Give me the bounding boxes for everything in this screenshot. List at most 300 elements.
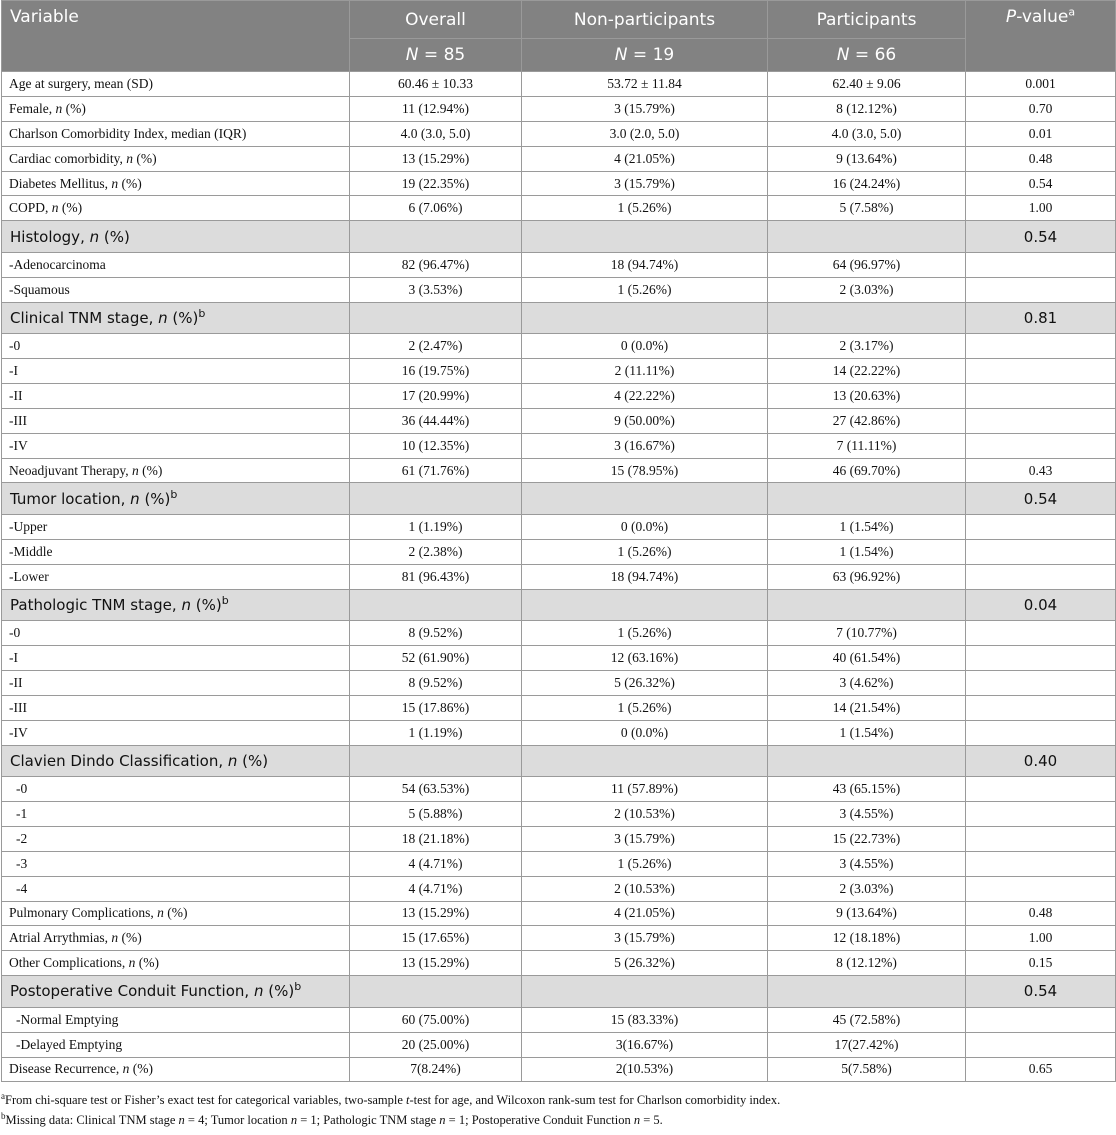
cell-overall: 15 (17.86%)	[350, 695, 522, 720]
row-label-n: n	[157, 905, 164, 921]
table-row	[2, 121, 1116, 146]
row-label-n: n	[181, 595, 191, 614]
table-row	[2, 539, 1116, 564]
cell-nonparticipants: 1 (5.26%)	[522, 621, 768, 646]
cell-nonparticipants	[522, 745, 768, 777]
row-label: -II	[2, 670, 350, 695]
cell-pvalue: 0.40	[966, 745, 1116, 777]
row-label-unit: (%)	[190, 595, 222, 614]
row-label	[2, 483, 350, 515]
cell-participants: 2 (3.03%)	[768, 876, 966, 901]
footnote-b-n: n	[439, 1113, 446, 1128]
cell-overall: 3 (3.53%)	[350, 277, 522, 302]
row-label-text: COPD,	[9, 200, 52, 216]
row-label-unit: (%)	[167, 308, 199, 327]
row-label: -3	[2, 851, 350, 876]
n-value: = 19	[632, 45, 675, 65]
row-label	[2, 458, 350, 483]
row-label	[2, 951, 350, 976]
cell-pvalue	[966, 777, 1116, 802]
row-label: -4	[2, 876, 350, 901]
cell-participants: 45 (72.58%)	[768, 1007, 966, 1032]
cell-participants	[768, 745, 966, 777]
row-label-unit: (%)	[132, 150, 157, 166]
cell-pvalue: 1.00	[966, 926, 1116, 951]
cell-participants: 64 (96.97%)	[768, 252, 966, 277]
table-row	[2, 408, 1116, 433]
row-label-text: Neoadjuvant Therapy,	[9, 462, 132, 478]
cell-participants: 8 (12.12%)	[768, 951, 966, 976]
cell-pvalue	[966, 876, 1116, 901]
cell-overall	[350, 745, 522, 777]
cell-participants: 12 (18.18%)	[768, 926, 966, 951]
cell-participants: 3 (4.55%)	[768, 801, 966, 826]
row-label	[2, 96, 350, 121]
cell-pvalue	[966, 1032, 1116, 1057]
footnotes	[0, 1090, 1116, 1130]
table-row	[2, 826, 1116, 851]
cell-pvalue	[966, 252, 1116, 277]
row-label: -Normal Emptying	[2, 1007, 350, 1032]
row-label: -Upper	[2, 514, 350, 539]
section-row	[2, 589, 1116, 621]
row-label	[2, 302, 350, 334]
row-label-footnote-marker: b	[198, 306, 206, 320]
row-label	[2, 221, 350, 253]
row-label: -I	[2, 359, 350, 384]
row-label: -0	[2, 334, 350, 359]
table-row	[2, 359, 1116, 384]
table-row	[2, 334, 1116, 359]
cell-pvalue	[966, 514, 1116, 539]
row-label: -III	[2, 408, 350, 433]
footnote-b-text2: = 4; Tumor location	[184, 1113, 291, 1128]
cell-nonparticipants: 5 (26.32%)	[522, 951, 768, 976]
row-label-n: n	[128, 955, 136, 971]
cell-overall: 18 (21.18%)	[350, 826, 522, 851]
row-label-text: Female,	[9, 100, 56, 116]
cell-pvalue	[966, 621, 1116, 646]
row-label	[2, 1057, 350, 1082]
row-label-unit: (%)	[135, 955, 159, 971]
header-nonparticipants: Non-participants	[522, 1, 768, 39]
cell-pvalue: 0.001	[966, 72, 1116, 97]
row-label-n: n	[131, 462, 139, 478]
header-variable: Variable	[2, 1, 350, 72]
footnote-b	[1, 1110, 1116, 1130]
row-label-n: n	[126, 150, 133, 166]
footnote-b-n: n	[178, 1113, 185, 1128]
cell-participants	[768, 589, 966, 621]
footnote-a-text2: -test for age, and Wilcoxon rank-sum test for Charlson comorbidity index.	[409, 1093, 781, 1108]
row-label-text: Clinical TNM stage,	[10, 308, 159, 327]
table-row	[2, 514, 1116, 539]
footnote-b-text4: = 1; Postoperative Conduit Function	[445, 1113, 634, 1128]
cell-overall: 54 (63.53%)	[350, 777, 522, 802]
row-label: -Delayed Emptying	[2, 1032, 350, 1057]
demographics-table	[1, 0, 1116, 1082]
row-label-unit: (%)	[237, 751, 269, 770]
row-label-footnote-marker: b	[294, 980, 302, 994]
cell-pvalue: 0.01	[966, 121, 1116, 146]
row-label	[2, 745, 350, 777]
row-label-unit: (%)	[139, 489, 171, 508]
row-label-n: n	[122, 1061, 130, 1077]
footnote-b-text1: Missing data: Clinical TNM stage	[5, 1113, 179, 1128]
cell-pvalue	[966, 1007, 1116, 1032]
row-label-n: n	[55, 100, 63, 116]
cell-nonparticipants: 3 (15.79%)	[522, 171, 768, 196]
section-row	[2, 302, 1116, 334]
row-label	[2, 146, 350, 171]
row-label-text: Pulmonary Complications,	[9, 905, 158, 921]
cell-nonparticipants: 15 (78.95%)	[522, 458, 768, 483]
n-symbol: N	[614, 45, 628, 65]
cell-pvalue	[966, 359, 1116, 384]
cell-overall: 52 (61.90%)	[350, 646, 522, 671]
cell-pvalue	[966, 564, 1116, 589]
cell-participants: 2 (3.17%)	[768, 334, 966, 359]
cell-participants: 3 (4.62%)	[768, 670, 966, 695]
cell-participants	[768, 302, 966, 334]
table-row	[2, 252, 1116, 277]
cell-participants: 14 (22.22%)	[768, 359, 966, 384]
cell-pvalue: 0.43	[966, 458, 1116, 483]
row-label: -Middle	[2, 539, 350, 564]
table-row	[2, 564, 1116, 589]
cell-overall: 13 (15.29%)	[350, 901, 522, 926]
row-label-footnote-marker: b	[221, 593, 229, 607]
row-label-text: Clavien Dindo Classification,	[10, 751, 228, 770]
row-label-unit: (%)	[163, 905, 188, 921]
cell-nonparticipants: 2 (10.53%)	[522, 876, 768, 901]
cell-nonparticipants	[522, 976, 768, 1008]
n-symbol: N	[836, 45, 850, 65]
pvalue-p: P	[1005, 7, 1017, 27]
cell-nonparticipants: 3 (16.67%)	[522, 433, 768, 458]
row-label-n: n	[89, 227, 100, 246]
section-row	[2, 976, 1116, 1008]
cell-nonparticipants: 18 (94.74%)	[522, 252, 768, 277]
cell-nonparticipants: 3.0 (2.0, 5.0)	[522, 121, 768, 146]
row-label-text: Cardiac comorbidity,	[9, 150, 127, 166]
footnote-b-text3: = 1; Pathologic TNM stage	[297, 1113, 440, 1128]
table-row	[2, 901, 1116, 926]
cell-participants: 14 (21.54%)	[768, 695, 966, 720]
cell-overall: 11 (12.94%)	[350, 96, 522, 121]
cell-nonparticipants: 12 (63.16%)	[522, 646, 768, 671]
row-label-n: n	[111, 930, 119, 946]
row-label-unit: (%)	[58, 200, 83, 216]
row-label: -Squamous	[2, 277, 350, 302]
table-row	[2, 96, 1116, 121]
table-row	[2, 670, 1116, 695]
cell-nonparticipants: 18 (94.74%)	[522, 564, 768, 589]
row-label	[2, 926, 350, 951]
cell-overall: 4 (4.71%)	[350, 876, 522, 901]
cell-participants: 1 (1.54%)	[768, 514, 966, 539]
cell-overall: 6 (7.06%)	[350, 196, 522, 221]
cell-nonparticipants: 4 (21.05%)	[522, 146, 768, 171]
cell-participants: 7 (11.11%)	[768, 433, 966, 458]
table-row	[2, 951, 1116, 976]
cell-pvalue	[966, 334, 1116, 359]
table-row	[2, 777, 1116, 802]
cell-nonparticipants: 11 (57.89%)	[522, 777, 768, 802]
cell-pvalue	[966, 646, 1116, 671]
cell-participants: 2 (3.03%)	[768, 277, 966, 302]
cell-overall: 1 (1.19%)	[350, 514, 522, 539]
row-label: -2	[2, 826, 350, 851]
cell-overall: 82 (96.47%)	[350, 252, 522, 277]
cell-nonparticipants: 1 (5.26%)	[522, 539, 768, 564]
cell-participants: 62.40 ± 9.06	[768, 72, 966, 97]
cell-nonparticipants: 4 (22.22%)	[522, 383, 768, 408]
cell-pvalue: 0.48	[966, 901, 1116, 926]
cell-participants: 7 (10.77%)	[768, 621, 966, 646]
section-row	[2, 221, 1116, 253]
table-row	[2, 646, 1116, 671]
cell-overall	[350, 976, 522, 1008]
cell-nonparticipants: 1 (5.26%)	[522, 277, 768, 302]
cell-overall: 36 (44.44%)	[350, 408, 522, 433]
cell-overall: 60.46 ± 10.33	[350, 72, 522, 97]
cell-overall: 13 (15.29%)	[350, 146, 522, 171]
cell-pvalue: 0.65	[966, 1057, 1116, 1082]
cell-pvalue: 0.04	[966, 589, 1116, 621]
n-participants	[768, 39, 966, 72]
cell-nonparticipants: 3 (15.79%)	[522, 926, 768, 951]
cell-overall	[350, 589, 522, 621]
cell-pvalue	[966, 408, 1116, 433]
cell-participants: 3 (4.55%)	[768, 851, 966, 876]
row-label: Charlson Comorbidity Index, median (IQR)	[2, 121, 350, 146]
cell-overall: 8 (9.52%)	[350, 670, 522, 695]
cell-pvalue	[966, 383, 1116, 408]
cell-nonparticipants: 2 (11.11%)	[522, 359, 768, 384]
row-label: -0	[2, 777, 350, 802]
header-overall: Overall	[350, 1, 522, 39]
cell-nonparticipants: 3(16.67%)	[522, 1032, 768, 1057]
row-label-n: n	[227, 751, 238, 770]
table-row	[2, 876, 1116, 901]
row-label-n: n	[130, 489, 140, 508]
footnote-a-t: t	[406, 1093, 410, 1108]
cell-nonparticipants: 9 (50.00%)	[522, 408, 768, 433]
cell-pvalue: 0.15	[966, 951, 1116, 976]
cell-overall: 61 (71.76%)	[350, 458, 522, 483]
table-row	[2, 851, 1116, 876]
cell-participants: 15 (22.73%)	[768, 826, 966, 851]
table-row	[2, 196, 1116, 221]
cell-overall: 7(8.24%)	[350, 1057, 522, 1082]
table-row	[2, 1057, 1116, 1082]
cell-pvalue	[966, 826, 1116, 851]
footnote-b-text5: = 5.	[640, 1113, 663, 1128]
cell-participants: 13 (20.63%)	[768, 383, 966, 408]
footnote-b-n: n	[633, 1113, 641, 1128]
cell-participants: 43 (65.15%)	[768, 777, 966, 802]
footnote-a	[1, 1090, 1116, 1110]
row-label: -Lower	[2, 564, 350, 589]
cell-pvalue	[966, 670, 1116, 695]
cell-pvalue: 0.54	[966, 483, 1116, 515]
cell-participants	[768, 221, 966, 253]
row-label	[2, 976, 350, 1008]
cell-participants: 40 (61.54%)	[768, 646, 966, 671]
cell-nonparticipants: 3 (15.79%)	[522, 96, 768, 121]
row-label: -0	[2, 621, 350, 646]
table-row	[2, 1007, 1116, 1032]
row-label	[2, 589, 350, 621]
row-label-text: Diabetes Mellitus,	[9, 175, 112, 191]
cell-overall: 60 (75.00%)	[350, 1007, 522, 1032]
cell-participants: 16 (24.24%)	[768, 171, 966, 196]
cell-overall: 15 (17.65%)	[350, 926, 522, 951]
table-header	[2, 1, 1116, 72]
header-pvalue	[966, 1, 1116, 72]
cell-participants: 9 (13.64%)	[768, 901, 966, 926]
cell-participants: 8 (12.12%)	[768, 96, 966, 121]
n-value: = 85	[423, 45, 466, 65]
footnote-b-n: n	[290, 1113, 298, 1128]
row-label-unit: (%)	[138, 462, 163, 478]
n-nonparticipants	[522, 39, 768, 72]
table-row	[2, 621, 1116, 646]
cell-pvalue	[966, 720, 1116, 745]
cell-participants: 5 (7.58%)	[768, 196, 966, 221]
row-label	[2, 901, 350, 926]
cell-participants	[768, 483, 966, 515]
row-label-text: Atrial Arrythmias,	[9, 930, 112, 946]
row-label-n: n	[158, 308, 168, 327]
cell-pvalue: 0.48	[966, 146, 1116, 171]
cell-pvalue: 1.00	[966, 196, 1116, 221]
table-row	[2, 695, 1116, 720]
cell-pvalue: 0.54	[966, 976, 1116, 1008]
cell-nonparticipants: 2(10.53%)	[522, 1057, 768, 1082]
table-row	[2, 458, 1116, 483]
cell-nonparticipants	[522, 483, 768, 515]
footnote-b-marker: b	[1, 1111, 6, 1122]
cell-pvalue	[966, 277, 1116, 302]
cell-nonparticipants: 1 (5.26%)	[522, 196, 768, 221]
cell-participants: 1 (1.54%)	[768, 720, 966, 745]
table-row	[2, 1032, 1116, 1057]
table-row	[2, 277, 1116, 302]
cell-nonparticipants: 0 (0.0%)	[522, 334, 768, 359]
cell-pvalue: 0.70	[966, 96, 1116, 121]
table-row	[2, 146, 1116, 171]
row-label: -IV	[2, 433, 350, 458]
cell-overall: 1 (1.19%)	[350, 720, 522, 745]
row-label-text: Tumor location,	[10, 489, 131, 508]
cell-participants: 63 (96.92%)	[768, 564, 966, 589]
table-row	[2, 926, 1116, 951]
row-label-unit: (%)	[99, 227, 130, 246]
row-label-text: Postoperative Conduit Function,	[10, 982, 254, 1001]
row-label-text: Histology,	[10, 227, 90, 246]
cell-participants: 46 (69.70%)	[768, 458, 966, 483]
cell-overall: 4.0 (3.0, 5.0)	[350, 121, 522, 146]
pvalue-text: -value	[1016, 7, 1069, 27]
cell-overall	[350, 483, 522, 515]
table-row	[2, 383, 1116, 408]
row-label	[2, 171, 350, 196]
cell-nonparticipants: 3 (15.79%)	[522, 826, 768, 851]
cell-participants: 27 (42.86%)	[768, 408, 966, 433]
cell-overall: 2 (2.47%)	[350, 334, 522, 359]
n-overall	[350, 39, 522, 72]
cell-nonparticipants: 5 (26.32%)	[522, 670, 768, 695]
cell-nonparticipants: 1 (5.26%)	[522, 695, 768, 720]
cell-overall: 13 (15.29%)	[350, 951, 522, 976]
row-label-n: n	[111, 175, 119, 191]
cell-nonparticipants: 1 (5.26%)	[522, 851, 768, 876]
row-label-unit: (%)	[118, 930, 142, 946]
row-label: -II	[2, 383, 350, 408]
cell-overall: 16 (19.75%)	[350, 359, 522, 384]
cell-pvalue: 0.54	[966, 221, 1116, 253]
table-body	[2, 72, 1116, 1082]
cell-nonparticipants	[522, 221, 768, 253]
footnote-a-marker: a	[1, 1091, 5, 1102]
cell-pvalue	[966, 539, 1116, 564]
row-label-unit: (%)	[62, 100, 86, 116]
section-row	[2, 745, 1116, 777]
cell-overall	[350, 302, 522, 334]
row-label: -I	[2, 646, 350, 671]
cell-pvalue	[966, 851, 1116, 876]
footnote-a-text1: From chi-square test or Fisher’s exact test for categorical variables, two-sample	[5, 1093, 407, 1108]
cell-nonparticipants: 0 (0.0%)	[522, 514, 768, 539]
table-row	[2, 72, 1116, 97]
cell-overall: 2 (2.38%)	[350, 539, 522, 564]
row-label-n: n	[51, 200, 59, 216]
cell-pvalue: 0.54	[966, 171, 1116, 196]
table-row	[2, 801, 1116, 826]
row-label-n: n	[253, 982, 264, 1001]
table-row	[2, 171, 1116, 196]
table-row	[2, 433, 1116, 458]
cell-nonparticipants: 15 (83.33%)	[522, 1007, 768, 1032]
cell-nonparticipants: 53.72 ± 11.84	[522, 72, 768, 97]
cell-overall: 4 (4.71%)	[350, 851, 522, 876]
cell-nonparticipants: 0 (0.0%)	[522, 720, 768, 745]
pvalue-sup: a	[1068, 5, 1076, 19]
cell-overall: 81 (96.43%)	[350, 564, 522, 589]
n-symbol: N	[405, 45, 419, 65]
cell-nonparticipants: 4 (21.05%)	[522, 901, 768, 926]
cell-participants: 17(27.42%)	[768, 1032, 966, 1057]
row-label: -III	[2, 695, 350, 720]
cell-nonparticipants	[522, 302, 768, 334]
row-label-unit: (%)	[129, 1061, 153, 1077]
cell-participants	[768, 976, 966, 1008]
cell-overall	[350, 221, 522, 253]
cell-overall: 8 (9.52%)	[350, 621, 522, 646]
row-label-unit: (%)	[263, 982, 295, 1001]
row-label-text: Other Complications,	[9, 955, 129, 971]
cell-overall: 17 (20.99%)	[350, 383, 522, 408]
header-participants: Participants	[768, 1, 966, 39]
cell-participants: 1 (1.54%)	[768, 539, 966, 564]
row-label-footnote-marker: b	[170, 487, 178, 501]
row-label-unit: (%)	[118, 175, 142, 191]
n-value: = 66	[854, 45, 897, 65]
cell-nonparticipants: 2 (10.53%)	[522, 801, 768, 826]
cell-overall: 19 (22.35%)	[350, 171, 522, 196]
